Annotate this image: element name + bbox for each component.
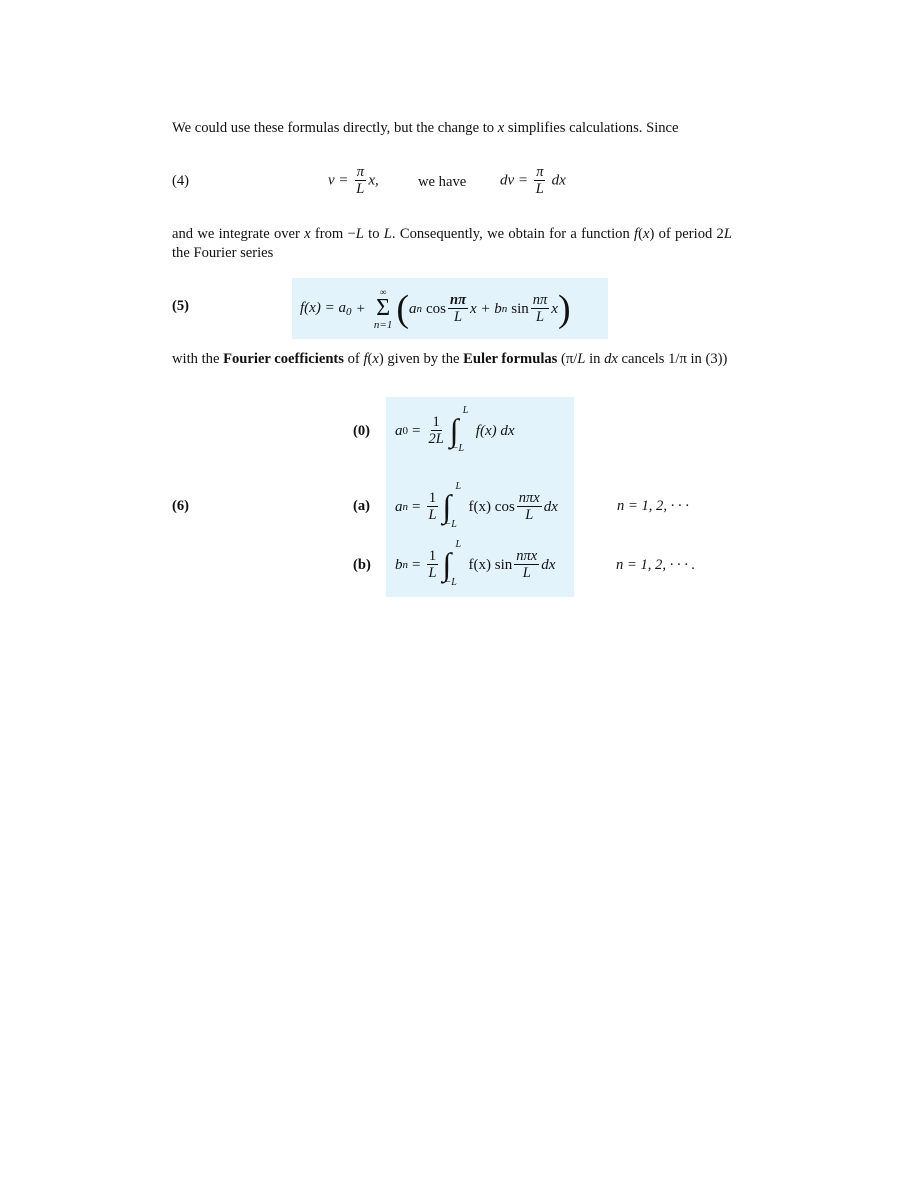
p2-v1: x [304,226,311,242]
p3-t2: of [343,351,364,367]
p3-t5: (π/ [557,351,578,367]
p2-v5: x [642,226,650,242]
eq6-rowa-lhs-sub: n [402,501,408,513]
equation-5-formula [300,282,571,336]
eq6-rowa-label: (a) [353,498,371,514]
eq5-frac2-num: nπ [532,292,548,308]
eq6-rowa-fraction [426,491,438,523]
eq5-sum-top: ∞ [379,286,387,297]
eq6-rowb-lhs-sub: n [402,559,408,571]
p3-v4: dx [604,351,618,367]
equation-4-number: (4) [172,173,190,189]
eq6-rowa-lhs: a [395,498,403,515]
eq5-mid: x + b [469,300,502,317]
eq6-rowb-range: n = 1, 2, · · · . [616,557,696,573]
eq6-rowb-frac-num: 1 [428,548,437,564]
eq4-lhs: v = [328,172,349,189]
eq6-row0-frac-den: 2L [428,431,444,447]
eq6-rowb-eq: = [412,556,421,573]
equation-4-right [500,165,566,197]
eq6-rowb-integral: ∫ L −L [442,539,462,588]
p3-t4: ) given by the [378,351,464,367]
p2-t3: to [363,226,384,242]
eq6-rowa-frac2-den: L [525,507,534,523]
paragraph-intro-var: x [497,120,505,136]
equation-4-middle-text: we have [418,174,467,190]
eq5-b-sub: n [501,303,508,315]
eq6-rowb-int-upper: L [455,539,462,550]
p2-v2: L [355,226,364,242]
eq5-a-term: a [409,300,417,317]
eq6-row0-formula [395,405,515,454]
eq6-rowb-fraction [426,549,438,581]
eq6-row0-int-upper: L [462,405,469,416]
eq6-rowa-fraction-2 [517,491,542,523]
p3-bold-fourier-coefficients: Fourier coefficients [223,351,344,367]
p2-v4: f [634,226,639,242]
eq5-a-sub: n [416,303,422,315]
p2-t6: ) of period 2 [649,226,724,242]
eq6-rowb-dx: dx [541,556,556,573]
eq6-row0-int-lower: −L [451,443,465,454]
eq5-lhs-sub: 0 [345,306,352,318]
p2-t1: and we integrate over [172,226,305,242]
eq6-row0-eq: = [412,422,421,439]
eq4-frac-den: L [356,181,365,197]
eq5-sin: sin [511,300,529,317]
eq4-fraction-2 [534,165,546,197]
eq6-rowa-integral: ∫ L −L [442,481,462,530]
p3-t6: in [585,351,605,367]
paragraph-intro-text-1: We could use these formulas directly, but the change to [172,120,498,136]
eq6-rowb-int-lower: −L [444,577,457,588]
p2-v3: L [383,226,392,242]
eq5-fraction-2 [531,293,550,325]
paragraph-intro-text-2: simplifies calculations. Since [504,120,679,136]
eq6-row0-lhs: a [395,422,403,439]
eq6-row0-lhs-sub: 0 [402,425,408,437]
eq4-tail2: dx [551,172,566,189]
eq6-rowa-frac2-num: nπx [518,490,540,506]
eq5-left-paren: ( [396,288,409,330]
eq4-frac-num: π [356,164,364,180]
p3-v3: L [577,351,586,367]
eq5-frac1-num: nπ [450,292,466,308]
eq5-plus: + [356,300,365,317]
eq6-row0-label: (0) [353,423,371,439]
paragraph-coefficients [172,350,732,369]
eq6-rowb-integrand: f(x) sin [468,556,513,573]
eq6-rowb-label: (b) [353,557,371,573]
eq4-tail: x, [368,172,379,189]
eq6-rowa-frac-num: 1 [428,490,437,506]
paragraph-integrate [172,225,732,263]
eq5-frac1-den: L [453,309,463,325]
eq6-rowa-int-lower: −L [444,519,457,530]
equation-6-number: (6) [172,498,190,514]
eq4-lhs2: dv = [500,172,529,189]
eq6-rowb-frac2-num: nπx [516,548,538,564]
p3-v1: f [363,351,368,367]
paragraph-intro [172,119,732,138]
eq5-cos: cos [426,300,446,317]
p3-t1: with the [172,351,224,367]
p2-t7: the Fourier series [172,245,274,261]
eq6-rowb-fraction-2 [514,549,539,581]
eq6-rowb-frac2-den: L [522,565,531,581]
eq5-frac2-den: L [536,309,545,325]
eq6-rowa-range: n = 1, 2, · · · [617,498,689,514]
eq6-rowa-formula [395,481,558,530]
p3-bold-euler-formulas: Euler formulas [463,351,558,367]
p3-t3: ( [367,351,373,367]
eq6-rowa-dx: dx [543,498,558,515]
eq6-rowb-lhs: b [395,556,403,573]
p2-t4: . Consequently, we obtain for a function [391,226,635,242]
eq5-right-paren: ) [557,288,571,330]
eq6-row0-integrand: f(x) dx [475,422,515,439]
eq6-rowa-integrand: f(x) cos [468,498,515,515]
p3-v2: x [372,351,379,367]
eq5-lhs: f(x) = a [300,300,346,316]
p3-t7: cancels 1/π in (3)) [617,351,728,367]
eq6-rowb-frac-den: L [428,565,437,581]
eq5-sum-symbol: Σ [376,294,391,321]
p2-v6: L [723,226,732,242]
eq5-end: x [551,300,558,317]
p2-t2: from − [310,226,356,242]
eq6-row0-frac-num: 1 [432,414,440,430]
eq4-fraction [354,165,366,197]
eq5-fraction-1 [448,293,468,325]
equation-5-number: (5) [172,298,190,314]
p2-t5: ( [638,226,643,242]
eq6-rowb-formula [395,539,556,588]
eq6-rowa-eq: = [412,498,421,515]
eq5-sum [374,288,392,331]
eq6-rowa-frac-den: L [428,507,437,523]
eq6-row0-integral: ∫ L −L [449,405,469,454]
equation-4-left [328,165,379,197]
eq5-sum-bottom: n=1 [373,318,393,331]
eq4-frac2-den: L [535,181,544,197]
eq4-frac2-num: π [536,164,544,180]
eq6-rowa-int-upper: L [455,481,462,492]
eq6-row0-fraction [426,415,445,447]
